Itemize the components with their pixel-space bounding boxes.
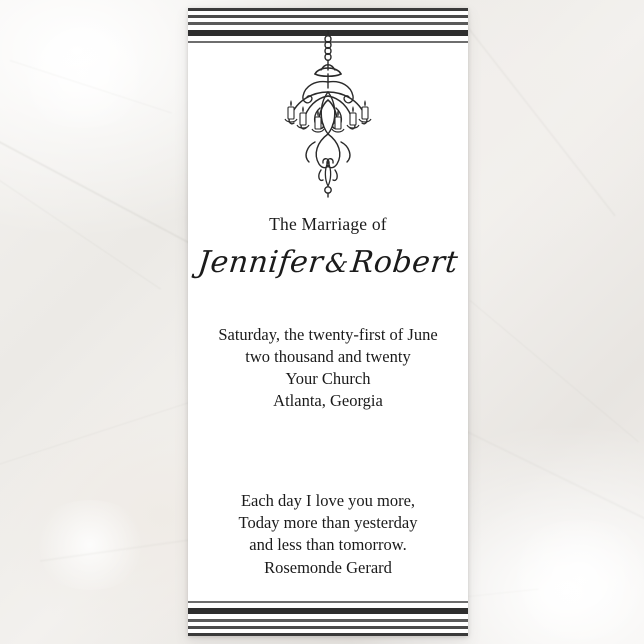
wedding-program-card: [188, 8, 468, 636]
bride-name: Jennifer: [196, 245, 326, 280]
marble-highlight: [500, 520, 644, 640]
groom-name: Robert: [349, 245, 460, 280]
bottom-stripe-band: [188, 601, 468, 636]
marble-vein: [454, 10, 616, 216]
marble-vein: [470, 300, 639, 442]
quote-line: and less than tomorrow.: [249, 535, 407, 554]
ampersand: &: [323, 249, 351, 279]
detail-line: Atlanta, Georgia: [273, 391, 383, 410]
quote-line: Today more than yesterday: [238, 513, 418, 532]
marble-highlight: [30, 500, 150, 590]
stripe: [188, 633, 468, 636]
marble-vein: [445, 420, 644, 545]
couple-names: [186, 245, 470, 280]
marble-vein: [0, 160, 161, 289]
card-text-block: [188, 214, 468, 579]
marble-vein: [10, 60, 172, 113]
event-details: [188, 324, 468, 412]
chandelier-icon: [253, 30, 403, 198]
detail-line: two thousand and twenty: [245, 347, 411, 366]
quote-author: Rosemonde Gerard: [264, 558, 392, 577]
detail-line: Your Church: [285, 369, 371, 388]
heading-marriage-of: The Marriage of: [269, 214, 387, 234]
detail-line: Saturday, the twenty-first of June: [218, 325, 438, 344]
quote-line: Each day I love you more,: [240, 491, 416, 510]
marble-highlight: [8, 18, 158, 128]
quotation-block: [188, 490, 468, 579]
marble-vein: [0, 396, 208, 471]
